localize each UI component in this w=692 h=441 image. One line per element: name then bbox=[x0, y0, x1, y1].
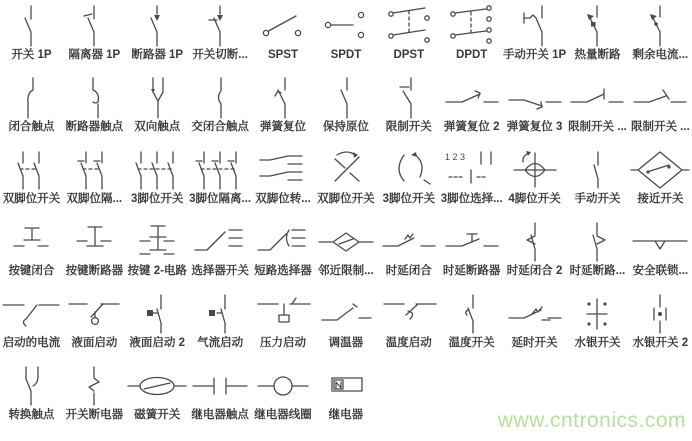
symbol-cell-proximity-limit bbox=[314, 216, 377, 288]
symbol-cell-mercury-2 bbox=[629, 288, 692, 360]
relay-icon bbox=[315, 363, 377, 409]
breaker-contact-icon bbox=[63, 75, 125, 121]
3p-selector-icon bbox=[441, 147, 503, 193]
dpdt-icon bbox=[441, 3, 503, 49]
symbol-cell-switch-disconnector bbox=[189, 0, 252, 72]
limit-switch-h2-icon bbox=[629, 75, 691, 121]
symbol-label: 手动开关 1P bbox=[502, 49, 567, 61]
symbol-label: 热量断路 bbox=[574, 49, 621, 61]
spst-icon bbox=[252, 3, 314, 49]
symbol-label: 时延闭合 bbox=[385, 265, 432, 277]
symbol-cell-dpdt bbox=[440, 0, 503, 72]
dp-switch-icon bbox=[0, 147, 62, 193]
symbol-cell-temperature-actuated bbox=[377, 288, 440, 360]
4p-switch-icon bbox=[504, 147, 566, 193]
symbol-cell-cross-make-contact bbox=[189, 72, 252, 144]
symbol-label: 3脚位开关 bbox=[382, 193, 435, 205]
symbol-cell-dp-isolator bbox=[63, 144, 126, 216]
symbol-cell-breaker-1p bbox=[126, 0, 189, 72]
current-actuated-icon bbox=[0, 291, 62, 337]
symbol-cell-shorting-selector bbox=[252, 216, 315, 288]
symbol-label: 时延断路器 bbox=[442, 265, 501, 277]
thermostat-icon bbox=[315, 291, 377, 337]
3p-isolator-icon bbox=[189, 147, 251, 193]
symbol-cell-dp-changeover bbox=[252, 144, 315, 216]
symbol-label: 启动的电流 bbox=[2, 337, 61, 349]
symbol-cell-selector-switch bbox=[189, 216, 252, 288]
switch-relay-icon bbox=[63, 363, 125, 409]
symbol-label: 继电器触点 bbox=[191, 409, 249, 421]
symbol-label: 水银开关 bbox=[574, 337, 621, 349]
symbol-label: 弹簧复位 2 bbox=[443, 121, 500, 133]
symbol-cell-3p-isolator bbox=[189, 144, 252, 216]
symbol-label: SPST bbox=[267, 49, 299, 61]
manual-switch-1p-icon bbox=[504, 3, 566, 49]
3p-switch-icon bbox=[126, 147, 188, 193]
dp-changeover-icon bbox=[252, 147, 314, 193]
symbol-label: 转换触点 bbox=[8, 409, 55, 421]
symbol-label: 双脚位开关 bbox=[2, 193, 61, 205]
symbol-label: 手动开关 bbox=[574, 193, 621, 205]
dpst-icon bbox=[378, 3, 440, 49]
symbol-cell-liquid-level bbox=[63, 288, 126, 360]
symbol-cell-time-delay-make-2 bbox=[503, 216, 566, 288]
symbol-label: 温度开关 bbox=[448, 337, 495, 349]
symbol-cell-spst bbox=[252, 0, 315, 72]
symbol-cell-limit-switch-v bbox=[377, 72, 440, 144]
residual-current-icon bbox=[629, 3, 691, 49]
breaker-1p-icon bbox=[126, 3, 188, 49]
symbol-cell-temperature-switch bbox=[440, 288, 503, 360]
symbol-label: 继电器线圈 bbox=[254, 409, 312, 421]
symbol-cell-time-delay-break bbox=[440, 216, 503, 288]
3p-switch-arc-icon bbox=[378, 147, 440, 193]
two-way-contact-icon bbox=[126, 75, 188, 121]
symbol-cell-safety-interlock bbox=[629, 216, 692, 288]
switch-disconnector-icon bbox=[189, 3, 251, 49]
symbol-label: 液面启动 2 bbox=[129, 337, 186, 349]
manual-switch-icon bbox=[566, 147, 628, 193]
symbol-cell-relay-contact bbox=[189, 360, 252, 441]
proximity-switch-icon bbox=[629, 147, 691, 193]
symbol-cell-time-delay-make bbox=[377, 216, 440, 288]
shorting-selector-icon bbox=[252, 219, 314, 265]
symbol-label: 继电器 bbox=[328, 409, 364, 421]
symbol-label: 开关断电器 bbox=[65, 409, 124, 421]
symbol-label: 按键闭合 bbox=[8, 265, 55, 277]
symbol-cell-spring-return bbox=[252, 72, 315, 144]
symbol-cell-isolator-1p bbox=[63, 0, 126, 72]
watermark: www.cntronics.com bbox=[497, 409, 686, 432]
symbol-label: 开关切断... bbox=[192, 49, 248, 61]
changeover-contact-icon bbox=[0, 363, 62, 409]
pushbutton-break-icon bbox=[63, 219, 125, 265]
switch-1p-icon bbox=[0, 3, 62, 49]
symbol-cell-time-delay-break-2 bbox=[566, 216, 629, 288]
limit-switch-v-icon bbox=[378, 75, 440, 121]
symbol-label: 选择器开关 bbox=[191, 265, 249, 277]
pushbutton-2circuit-icon bbox=[126, 219, 188, 265]
symbol-label: 限制开关 ... bbox=[630, 121, 690, 133]
symbol-label: 弹簧复位 bbox=[260, 121, 306, 133]
symbol-label: 3脚位隔离... bbox=[189, 193, 252, 205]
spring-return-2-icon bbox=[441, 75, 503, 121]
pushbutton-make-icon bbox=[0, 219, 62, 265]
symbol-cell-dp-switch bbox=[0, 144, 63, 216]
symbol-label: 按键 2-电路 bbox=[127, 265, 187, 277]
symbol-label: 延时开关 bbox=[511, 337, 558, 349]
symbol-cell-time-switch bbox=[503, 288, 566, 360]
symbol-cell-4p-switch bbox=[503, 144, 566, 216]
symbol-label: 短路选择器 bbox=[254, 265, 312, 277]
reed-switch-icon bbox=[126, 363, 188, 409]
symbol-label: 剩余电流... bbox=[632, 49, 689, 61]
symbol-cell-stay-put bbox=[314, 72, 377, 144]
symbol-cell-3p-selector bbox=[440, 144, 503, 216]
time-delay-make-2-icon bbox=[504, 219, 566, 265]
symbol-cell-spdt bbox=[314, 0, 377, 72]
symbol-label: 邻近限制... bbox=[318, 265, 374, 277]
symbol-label: 时延闭合 2 bbox=[506, 265, 563, 277]
dp-isolator-icon bbox=[63, 147, 125, 193]
svg-text:1 2 3: 1 2 3 bbox=[444, 152, 465, 162]
liquid-level-icon bbox=[63, 291, 125, 337]
symbol-label: 断路器 1P bbox=[131, 49, 184, 61]
symbol-cell-limit-switch-h1 bbox=[566, 72, 629, 144]
symbol-label: 隔离器 1P bbox=[68, 49, 121, 61]
symbol-cell-3p-switch bbox=[126, 144, 189, 216]
symbol-label: SPDT bbox=[330, 49, 362, 61]
time-delay-break-icon bbox=[441, 219, 503, 265]
symbol-label: 闭合触点 bbox=[8, 121, 55, 133]
symbol-cell-changeover-contact bbox=[0, 360, 63, 441]
symbol-cell-pushbutton-make bbox=[0, 216, 63, 288]
symbol-cell-residual-current bbox=[629, 0, 692, 72]
symbol-label: 压力启动 bbox=[260, 337, 306, 349]
symbol-label: 安全联锁... bbox=[632, 265, 689, 277]
spring-return-3-icon bbox=[504, 75, 566, 121]
symbol-label: 气流启动 bbox=[197, 337, 244, 349]
symbol-label: 温度启动 bbox=[385, 337, 432, 349]
thermal-breaker-icon bbox=[566, 3, 628, 49]
symbol-label: 水银开关 2 bbox=[632, 337, 689, 349]
symbol-cell-breaker-contact bbox=[63, 72, 126, 144]
symbol-cell-3p-switch-arc bbox=[377, 144, 440, 216]
symbol-label: 保持原位 bbox=[322, 121, 369, 133]
symbol-cell-relay bbox=[314, 360, 377, 441]
symbol-label: 双向触点 bbox=[134, 121, 181, 133]
temperature-actuated-icon bbox=[378, 291, 440, 337]
symbol-cell-relay-coil bbox=[252, 360, 315, 441]
symbol-label: 液面启动 bbox=[71, 337, 118, 349]
symbol-cell-dp-switch-x bbox=[314, 144, 377, 216]
symbol-label: 限制开关 ... bbox=[568, 121, 627, 133]
symbol-label: 调温器 bbox=[328, 337, 364, 349]
cross-make-contact-icon bbox=[189, 75, 251, 121]
symbol-label: 断路器触点 bbox=[65, 121, 124, 133]
symbol-cell-dpst bbox=[377, 0, 440, 72]
symbol-cell-manual-switch bbox=[566, 144, 629, 216]
mercury-2-icon bbox=[629, 291, 691, 337]
symbol-label: 开关 1P bbox=[11, 49, 52, 61]
symbol-label: 双脚位隔... bbox=[66, 193, 123, 205]
symbol-label: 3脚位选择... bbox=[440, 193, 503, 205]
symbol-cell-two-way-contact bbox=[126, 72, 189, 144]
air-flow-icon bbox=[189, 291, 251, 337]
symbol-cell-thermal-breaker bbox=[566, 0, 629, 72]
time-delay-make-icon bbox=[378, 219, 440, 265]
symbol-cell-air-flow bbox=[189, 288, 252, 360]
limit-switch-h1-icon bbox=[566, 75, 628, 121]
symbol-cell-switch-1p bbox=[0, 0, 63, 72]
symbol-cell-spring-return-3 bbox=[503, 72, 566, 144]
symbol-label: 磁簧开关 bbox=[134, 409, 181, 421]
make-contact-icon bbox=[0, 75, 62, 121]
symbol-cell-reed-switch bbox=[126, 360, 189, 441]
spring-return-icon bbox=[252, 75, 314, 121]
time-delay-break-2-icon bbox=[566, 219, 628, 265]
stay-put-icon bbox=[315, 75, 377, 121]
symbol-label: 4脚位开关 bbox=[508, 193, 561, 205]
spdt-icon bbox=[315, 3, 377, 49]
proximity-limit-icon bbox=[315, 219, 377, 265]
symbol-cell-pushbutton-2circuit bbox=[126, 216, 189, 288]
pressure-icon bbox=[252, 291, 314, 337]
liquid-level-2-icon bbox=[126, 291, 188, 337]
symbol-label: 限制开关 bbox=[385, 121, 432, 133]
symbol-cell-thermostat bbox=[314, 288, 377, 360]
symbol-cell-proximity-switch bbox=[629, 144, 692, 216]
symbol-cell-mercury bbox=[566, 288, 629, 360]
symbol-cell-pushbutton-break bbox=[63, 216, 126, 288]
symbol-label: 双脚位开关 bbox=[317, 193, 375, 205]
symbol-label: 接近开关 bbox=[637, 193, 684, 205]
symbol-cell-make-contact bbox=[0, 72, 63, 144]
safety-interlock-icon bbox=[629, 219, 691, 265]
symbol-cell-switch-relay bbox=[63, 360, 126, 441]
symbol-cell-liquid-level-2 bbox=[126, 288, 189, 360]
symbol-cell-spring-return-2 bbox=[440, 72, 503, 144]
symbol-label: DPST bbox=[393, 49, 425, 61]
selector-switch-icon bbox=[189, 219, 251, 265]
symbol-label: 双脚位转... bbox=[255, 193, 311, 205]
symbol-label: 3脚位开关 bbox=[131, 193, 184, 205]
symbol-label: 交闭合触点 bbox=[191, 121, 249, 133]
symbol-label: 弹簧复位 3 bbox=[506, 121, 563, 133]
time-switch-icon bbox=[504, 291, 566, 337]
symbol-cell-limit-switch-h2 bbox=[629, 72, 692, 144]
symbol-cell-current-actuated bbox=[0, 288, 63, 360]
relay-contact-icon bbox=[189, 363, 251, 409]
mercury-icon bbox=[566, 291, 628, 337]
symbol-label: 按键断路器 bbox=[65, 265, 124, 277]
symbol-cell-manual-switch-1p bbox=[503, 0, 566, 72]
relay-coil-icon bbox=[252, 363, 314, 409]
symbol-cell-pressure bbox=[252, 288, 315, 360]
symbol-label: 时延断路... bbox=[569, 265, 626, 277]
temperature-switch-icon bbox=[441, 291, 503, 337]
symbol-label: DPDT bbox=[456, 49, 488, 61]
dp-switch-x-icon bbox=[315, 147, 377, 193]
isolator-1p-icon bbox=[63, 3, 125, 49]
